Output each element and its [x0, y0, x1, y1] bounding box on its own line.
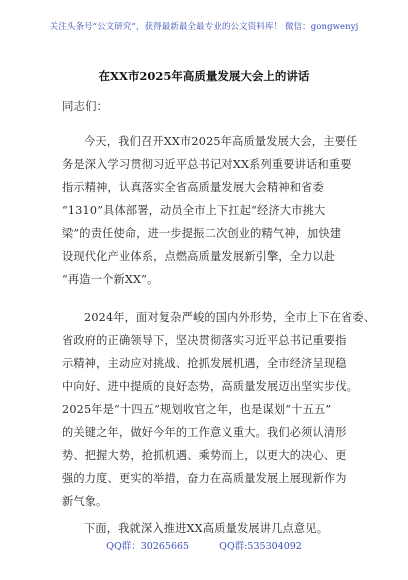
paragraph-line: 梁”的责任使命，进一步提振二次创业的精气神，加快建: [62, 227, 342, 240]
paragraph-line: 务是深入学习贯彻习近平总书记对XX系列重要讲话和重要: [62, 158, 352, 171]
paragraph-line: 设现代化产业体系，点燃高质量发展新引擎，全力以赴: [62, 250, 336, 263]
footer-contact: [0, 538, 408, 552]
paragraph-line: 的关键之年，做好今年的工作意义重大。我们必须认清形: [62, 426, 347, 439]
footer-qq-group-2: QQ群:535304092: [219, 541, 302, 552]
paragraph-line: 今天，我们召开XX市2025年高质量发展大会，主要任: [84, 135, 358, 148]
paragraph-line: “再造一个新XX”。: [62, 273, 159, 286]
paragraph-line: 示精神，主动应对挑战、抢抓发展机遇，全市经济呈现稳: [62, 357, 347, 370]
paragraph-line: 指示精神，认真落实全省高质量发展大会精神和省委: [62, 181, 324, 194]
paragraph-line: 中向好、进中提质的良好态势，高质量发展迈出坚实步伐。: [62, 380, 359, 393]
paragraph-line: 势、把握大势，抢抓机遇、乘势而上，以更大的决心、更: [62, 449, 347, 462]
salutation: 同志们：: [62, 99, 108, 113]
paragraph-line: 下面，我就深入推进XX高质量发展讲几点意见。: [84, 522, 329, 535]
document-title: 在XX市2025年高质量发展大会上的讲话: [98, 69, 310, 83]
footer-qq-group-1: QQ群：30265665: [106, 541, 190, 552]
paragraph-line: 2024年，面对复杂严峻的国内外形势，全市上下在省委、: [84, 311, 376, 324]
paragraph-line: 省政府的正确领导下，坚决贯彻落实习近平总书记重要指: [62, 334, 347, 347]
header-banner: 关注头条号“公文研究”，获得最新最全最专业的公文资料库！ 微信：gongwenyj: [49, 22, 359, 32]
paragraph-line: 2025年是“十四五”规划收官之年，也是谋划“十五五”: [62, 403, 332, 416]
paragraph-line: 新气象。: [62, 495, 108, 508]
paragraph-line: 强的力度、更实的举措，奋力在高质量发展上展现新作为: [62, 472, 347, 485]
paragraph-line: “1310”具体部署，动员全市上下扛起“经济大市挑大: [62, 204, 326, 217]
